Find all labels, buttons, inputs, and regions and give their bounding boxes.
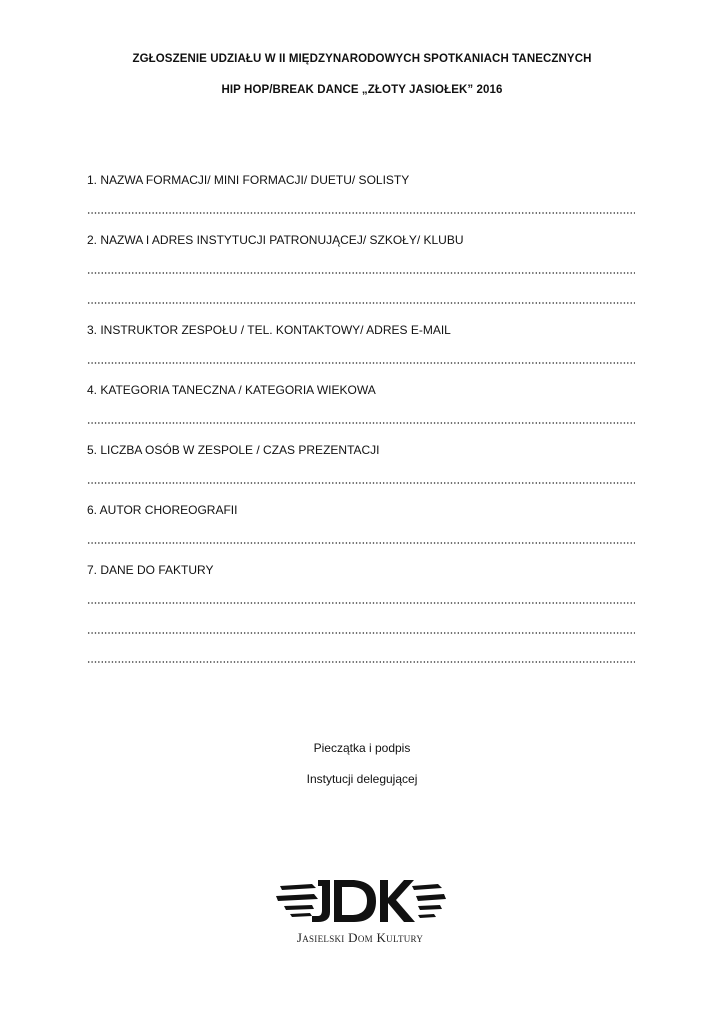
jdk-logo-text: Jasielski Dom Kultury [296,930,424,945]
form-title-line-2: HIP HOP/BREAK DANCE „ZŁOTY JASIOŁEK” 2016 [221,84,503,96]
field-label-formation-name: 1. NAZWA FORMACJI/ MINI FORMACJI/ DUETU/ SOLISTY [87,173,410,187]
form-title-line-1: ZGŁOSZENIE UDZIAŁU W II MIĘDZYNARODOWYCH SPOTKANIACH TANECZNYCH [132,53,592,65]
dotted-line-patron-institution-1[interactable] [87,272,635,274]
dotted-line-category[interactable] [87,422,635,424]
dotted-line-invoice-data-1[interactable] [87,602,635,604]
field-label-group-size: 5. LICZBA OSÓB W ZESPOLE / CZAS PREZENTACJI [87,443,380,457]
field-label-choreography-author: 6. AUTOR CHOREOGRAFII [87,503,238,517]
dotted-line-group-size[interactable] [87,482,635,484]
jdk-logo-icon [272,872,448,928]
signature-caption-line-2: Instytucji delegującej [306,772,418,786]
dotted-line-invoice-data-2[interactable] [87,632,635,634]
field-label-invoice-data: 7. DANE DO FAKTURY [87,563,214,577]
dotted-line-choreography-author[interactable] [87,542,635,544]
field-label-instructor: 3. INSTRUKTOR ZESPOŁU / TEL. KONTAKTOWY/ ADRES E-MAIL [87,323,451,337]
field-label-patron-institution: 2. NAZWA I ADRES INSTYTUCJI PATRONUJĄCEJ/ SZKOŁY/ KLUBU [87,233,464,247]
dotted-line-formation-name[interactable] [87,212,635,214]
signature-caption-line-1: Pieczątka i podpis [313,741,411,755]
dotted-line-patron-institution-2[interactable] [87,302,635,304]
dotted-line-invoice-data-3[interactable] [87,661,635,663]
dotted-line-instructor[interactable] [87,362,635,364]
field-label-category: 4. KATEGORIA TANECZNA / KATEGORIA WIEKOWA [87,383,376,397]
jdk-logo [272,872,448,954]
